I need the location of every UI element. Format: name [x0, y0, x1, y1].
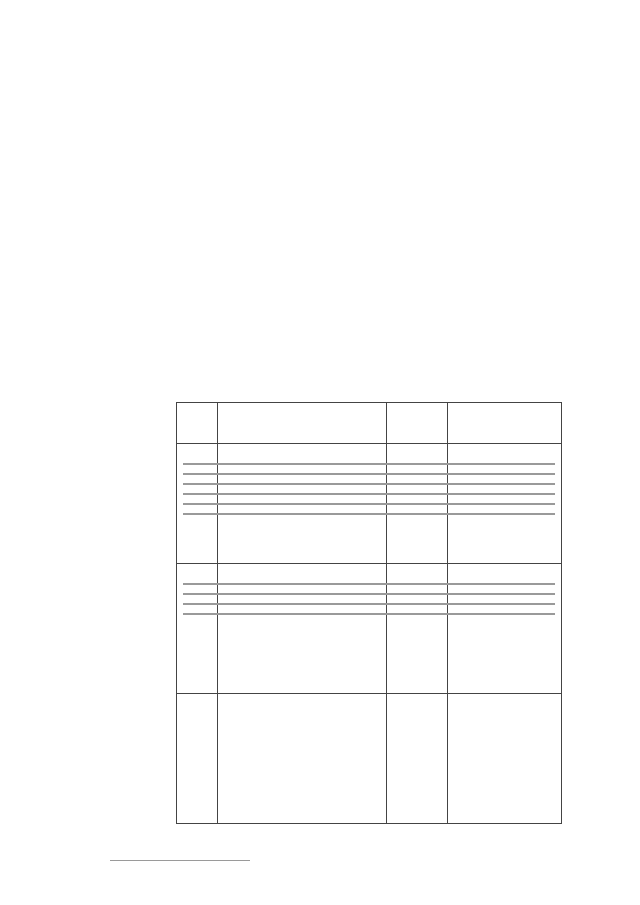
- row-separator: [177, 443, 561, 444]
- footer-stamp-line: [110, 860, 250, 861]
- text-line-placeholder: [183, 593, 555, 595]
- measures-table: [176, 402, 562, 824]
- row-separator: [177, 693, 561, 694]
- row-separator: [177, 563, 561, 564]
- text-line-placeholder: [183, 493, 555, 495]
- text-line-placeholder: [183, 463, 555, 465]
- table-text-placeholder: [183, 575, 555, 623]
- table-text-placeholder: [183, 455, 555, 523]
- text-line-placeholder: [183, 483, 555, 485]
- text-line-placeholder: [183, 503, 555, 505]
- text-line-placeholder: [183, 613, 555, 615]
- text-line-placeholder: [183, 603, 555, 605]
- text-line-placeholder: [183, 513, 555, 515]
- text-line-placeholder: [183, 583, 555, 585]
- scan-footer-stamp: [110, 860, 250, 874]
- text-line-placeholder: [183, 473, 555, 475]
